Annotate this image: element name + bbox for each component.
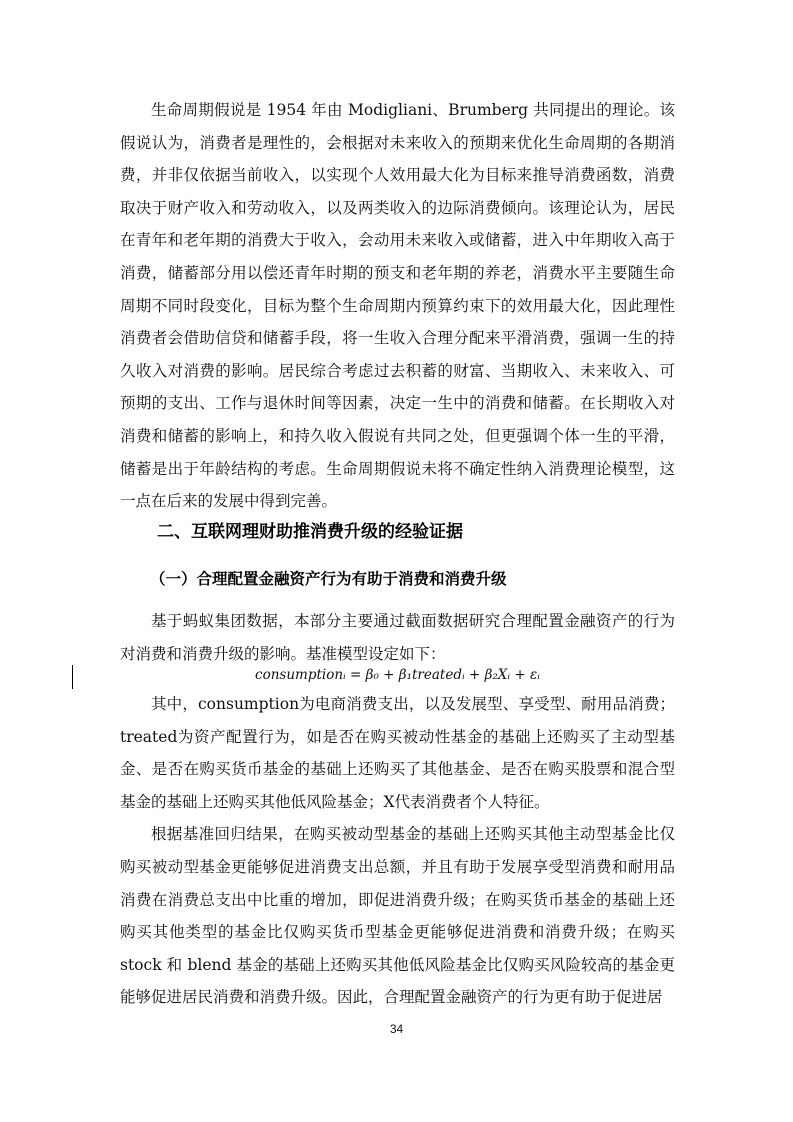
body-text-bottom [120, 688, 675, 1014]
body-text-model [120, 605, 675, 670]
regression-formula: consumptionᵢ = β₀ + β₁treatedᵢ + β₂Xᵢ + εᵢ [255, 667, 540, 683]
paragraph-life-cycle: 生命周期假说是 1954 年由 Modigliani、Brumberg 共同提出的理论。该假说认为，消费者是理性的，会根据对未来收入的预期来优化生命周期的各期消费，并非仅依据当前收入，以实现个人效用最大化为目标来推导消费函数，消费取决于财产收入和劳动收入，以及两类收入的边际消费倾向。该理论认为，居民在青年和老年期的消费大于收入，会动用未来收入或储蓄，进入中年期收入高于消费，储蓄部分用以偿还青年时期的预支和老年期的养老，消费水平主要随生命周期不同时段变化，目标为整个生命周期内预算约束下的效用最大化，因此理性消费者会借助信贷和储蓄手段，将一生收入合理分配来平滑消费，强调一生的持久收入对消费的影响。居民综合考虑过去积蓄的财富、当期收入、未来收入、可预期的支出、工作与退休时间等因素，决定一生中的消费和储蓄。在长期收入对消费和储蓄的影响上，和持久收入假说有共同之处，但更强调个体一生的平滑，储蓄是出于年龄结构的考虑。生命周期假说未将不确定性纳入消费理论模型，这一点在后来的发展中得到完善。 [120, 101, 675, 511]
section-heading: 二、互联网理财助推消费升级的经验证据 [157, 522, 463, 542]
body-text-top [120, 94, 675, 518]
paragraph-results: 根据基准回归结果，在购买被动型基金的基础上还购买其他主动型基金比仅购买被动型基金更能够促进消费支出总额，并且有助于发展享受型消费和耐用品消费在消费总支出中比重的增加，即促进消费升级；在购买货币基金的基础上还购买其他类型的基金比仅购买货币型基金更能够促进消费和消费升级；在购买stock 和 blend 基金的基础上还购买其他低风险基金比仅购买风险较高的基金更能够促进居民消费和消费升级。因此，合理配置金融资产的行为更有助于促进居 [120, 825, 675, 1007]
paragraph-variables: 其中，consumption为电商消费支出，以及发展型、享受型、耐用品消费；treated为资产配置行为，如是否在购买被动性基金的基础上还购买了主动型基金、是否在购买货币基金的基础上还购买了其他基金、是否在购买股票和混合型基金的基础上还购买其他低风险基金；X代表消费者个人特征。 [120, 695, 675, 811]
paragraph-model-intro: 基于蚂蚁集团数据，本部分主要通过截面数据研究合理配置金融资产的行为对消费和消费升级的影响。基准模型设定如下： [120, 612, 675, 663]
subsection-heading: （一）合理配置金融资产行为有助于消费和消费升级 [150, 570, 507, 588]
page-number: 34 [389, 1022, 404, 1036]
text-cursor [72, 665, 73, 689]
